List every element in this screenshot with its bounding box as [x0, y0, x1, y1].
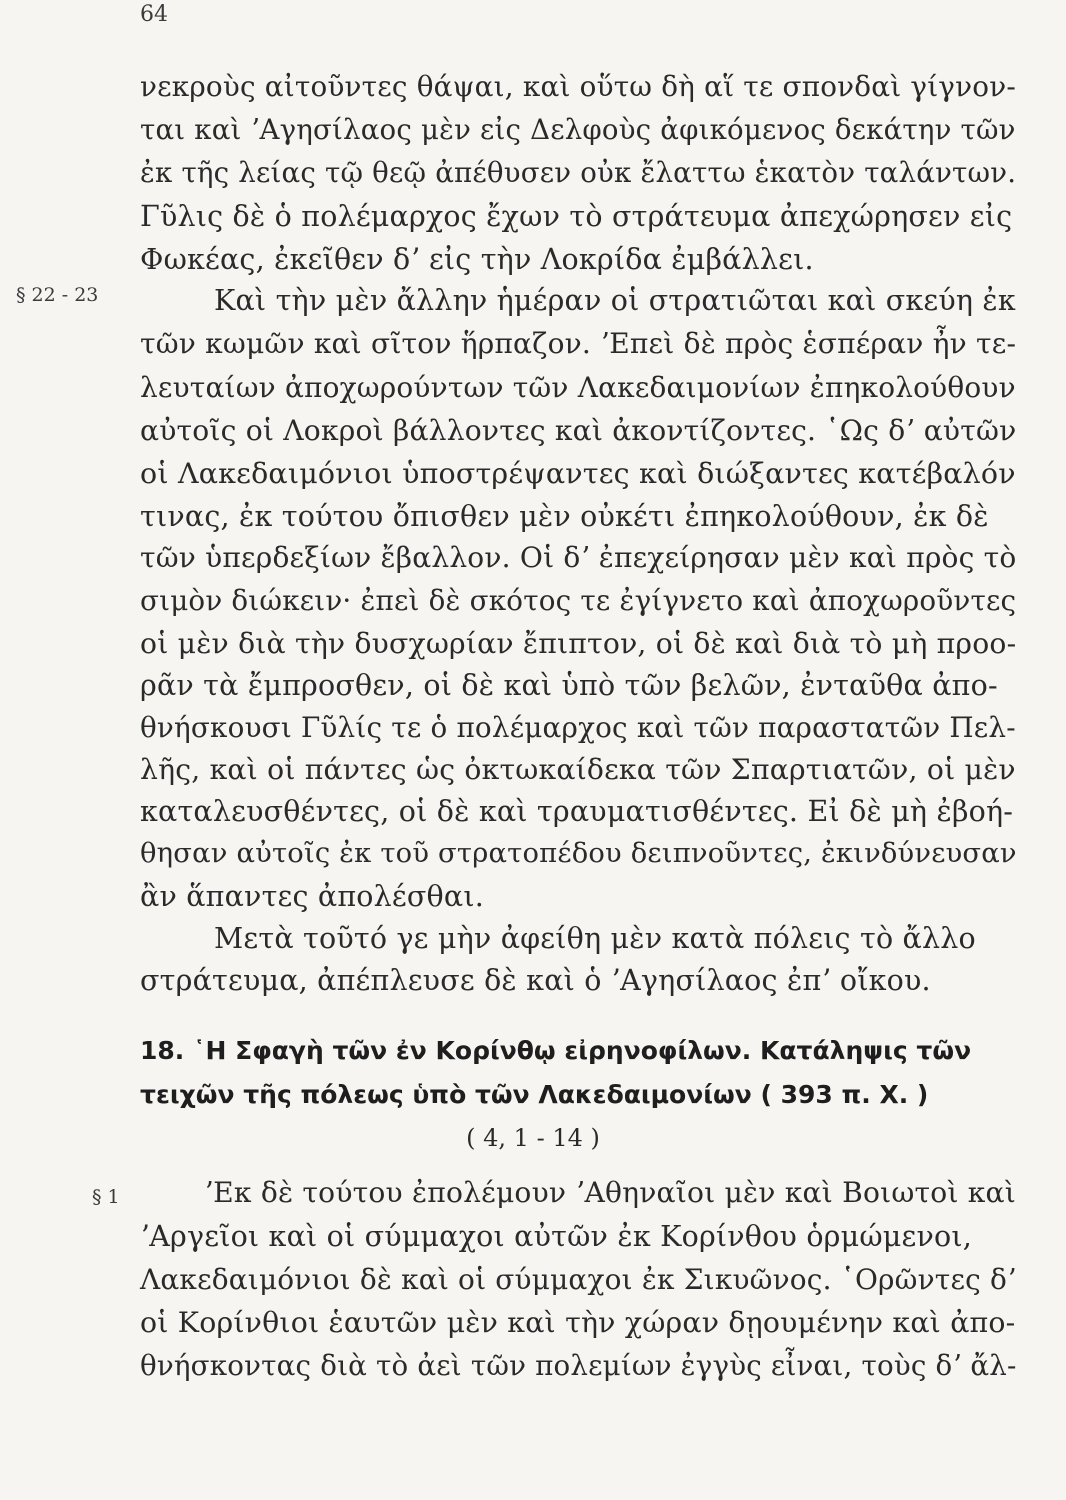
text-line: στράτευμα, ἀπέπλευσε δὲ καὶ ὁ ʼΑγησίλαος ἐπʼ οἴκου.: [140, 964, 931, 997]
text-line: ται καὶ ʼΑγησίλαος μὲν εἰς Δελφοὺς ἀφικόμενος δεκάτην τῶν: [140, 113, 1016, 146]
text-line: αὐτοῖς οἱ Λοκροὶ βάλλοντες καὶ ἀκοντίζοντες. ῾Ως δʼ αὐτῶν: [140, 414, 1017, 447]
text-line: τινας, ἐκ τούτου ὄπισθεν μὲν οὐκέτι ἐπηκολούθουν, ἐκ δὲ: [140, 500, 989, 533]
text-line: ἐκ τῆς λείας τῷ θεῷ ἀπέθυσεν οὐκ ἔλαττω ἑκατὸν ταλάντων.: [140, 156, 1017, 189]
text-line: Λακεδαιμόνιοι δὲ καὶ οἱ σύμμαχοι ἐκ Σικυῶνος. ῾Ορῶντες δʼ: [140, 1263, 1017, 1296]
text-line: οἱ Κορίνθιοι ἑαυτῶν μὲν καὶ τὴν χώραν δῃουμένην καὶ ἀπο-: [140, 1306, 1016, 1339]
text-line: Φωκέας, ἐκεῖθεν δʼ εἰς τὴν Λοκρίδα ἐμβάλλει.: [140, 243, 814, 276]
text-line: νεκροὺς αἰτοῦντες θάψαι, καὶ οὕτω δὴ αἵ τε σπονδαὶ γίγνον-: [140, 70, 1016, 103]
text-line: ʼΑργεῖοι καὶ οἱ σύμμαχοι αὐτῶν ἐκ Κορίνθου ὁρμώμενοι,: [140, 1220, 972, 1253]
text-line: θνήσκοντας διὰ τὸ ἀεὶ τῶν πολεμίων ἐγγὺς εἶναι, τοὺς δʼ ἄλ-: [140, 1349, 1017, 1382]
text-line-indented: Μετὰ τοῦτό γε μὴν ἀφείθη μὲν κατὰ πόλεις τὸ ἄλλο: [214, 922, 976, 955]
text-line: τῶν κωμῶν καὶ σῖτον ἥρπαζον. ʼΕπεὶ δὲ πρὸς ἑσπέραν ἦν τε-: [140, 327, 1017, 360]
text-line: λευταίων ἀποχωρούντων τῶν Λακεδαιμονίων ἐπηκολούθουν: [140, 371, 1016, 404]
text-line: Γῦλις δὲ ὁ πολέμαρχος ἔχων τὸ στράτευμα ἀπεχώρησεν εἰς: [140, 200, 1013, 233]
section-heading-reference: ( 4, 1 - 14 ): [466, 1124, 600, 1152]
text-line: θνήσκουσι Γῦλίς τε ὁ πολέμαρχος καὶ τῶν παραστατῶν Πελ-: [140, 711, 1016, 744]
margin-section-ref: § 22 - 23: [16, 284, 99, 306]
margin-section-ref: § 1: [92, 1186, 120, 1208]
text-line: σιμὸν διώκειν· ἐπεὶ δὲ σκότος τε ἐγίγνετο καὶ ἀποχωροῦντες: [140, 584, 1017, 617]
text-line: οἱ μὲν διὰ τὴν δυσχωρίαν ἔπιπτον, οἱ δὲ καὶ διὰ τὸ μὴ προο-: [140, 627, 1017, 660]
text-line: τῶν ὑπερδεξίων ἔβαλλον. Οἱ δʼ ἐπεχείρησαν μὲν καὶ πρὸς τὸ: [140, 541, 1017, 574]
text-line: ἂν ἅπαντες ἀπολέσθαι.: [140, 880, 484, 913]
text-line: καταλευσθέντες, οἱ δὲ καὶ τραυματισθέντες. Εἰ δὲ μὴ ἐβοή-: [140, 795, 1014, 828]
page-number: 64: [140, 2, 168, 27]
text-line: ρᾶν τὰ ἔμπροσθεν, οἱ δὲ καὶ ὑπὸ τῶν βελῶν, ἐνταῦθα ἀπο-: [140, 669, 998, 702]
section-heading-line-2: τειχῶν τῆς πόλεως ὑπὸ τῶν Λακεδαιμονίων ( 393 π. Χ. ): [140, 1080, 929, 1109]
text-line-indented: Καὶ τὴν μὲν ἄλλην ἡμέραν οἱ στρατιῶται καὶ σκεύη ἐκ: [214, 284, 1016, 317]
text-line: οἱ Λακεδαιμόνιοι ὑποστρέψαντες καὶ διώξαντες κατέβαλόν: [140, 457, 1016, 490]
section-heading-line-1: 18. ῾Η Σφαγὴ τῶν ἐν Κορίνθῳ εἰρηνοφίλων. Κατάληψις τῶν: [140, 1036, 972, 1065]
text-line: θησαν αὐτοῖς ἐκ τοῦ στρατοπέδου δειπνοῦντες, ἐκινδύνευσαν: [140, 838, 1017, 869]
text-line-indented: ʼΕκ δὲ τούτου ἐπολέμουν ʼΑθηναῖοι μὲν καὶ Βοιωτοὶ καὶ: [204, 1176, 1016, 1209]
text-line: λῆς, καὶ οἱ πάντες ὡς ὀκτωκαίδεκα τῶν Σπαρτιατῶν, οἱ μὲν: [140, 753, 1016, 786]
